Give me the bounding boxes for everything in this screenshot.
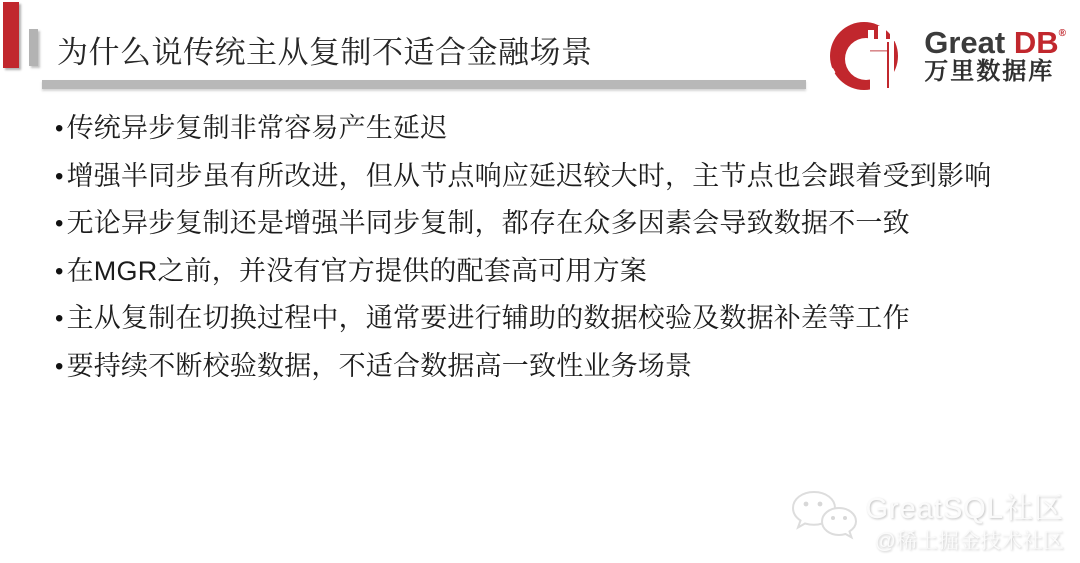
greatdb-logo — [818, 18, 1066, 94]
bullet-text: 传统异步复制非常容易产生延迟 — [66, 113, 448, 143]
title-accent-bar-gray — [29, 29, 38, 66]
bullet-dot: • — [55, 162, 64, 190]
page-title: 为什么说传统主从复制不适合金融场景 — [57, 35, 593, 70]
logo-great-text: Great — [924, 25, 1014, 60]
list-item — [55, 112, 1070, 145]
bullet-text: 要持续不断校验数据，不适合数据高一致性业务场景 — [66, 350, 693, 381]
bullet-text: 增强半同步虽有所改进，但从节点响应延迟较大时，主节点也会跟着受到影响 — [66, 160, 992, 191]
logo-db-text: DB — [1013, 25, 1059, 60]
bullet-dot: • — [55, 352, 64, 380]
list-item — [55, 255, 1070, 288]
community-watermark — [789, 486, 1064, 555]
bullet-dot: • — [55, 210, 64, 237]
bullet-dot: • — [55, 305, 64, 332]
list-item — [55, 160, 1070, 193]
greatdb-logo-text — [924, 27, 1066, 85]
greatdb-logo-name-en — [924, 27, 1066, 59]
list-item — [55, 302, 1070, 335]
watermark-text — [865, 486, 1064, 555]
greatdb-logo-name-cn: 万里数据库 — [924, 58, 1055, 85]
list-item — [55, 350, 1070, 383]
title-accent-bar-red — [3, 2, 19, 68]
watermark-attribution: @稀土掘金技术社区 — [874, 530, 1064, 553]
watermark-community-name: GreatSQL社区 — [865, 493, 1064, 525]
list-item — [55, 207, 1070, 240]
bullet-dot: • — [55, 257, 64, 285]
bullet-dot: • — [55, 115, 64, 142]
bullet-list — [55, 112, 1070, 397]
bullet-text: 在MGR之前，并没有官方提供的配套高可用方案 — [66, 255, 647, 286]
logo-registered-mark: ® — [1058, 28, 1066, 39]
bullet-text: 主从复制在切换过程中，通常要进行辅助的数据校验及数据补差等工作 — [66, 303, 910, 333]
title-divider — [42, 80, 806, 89]
wechat-icon — [789, 488, 861, 546]
bullet-text: 无论异步复制还是增强半同步复制，都存在众多因素会导致数据不一致 — [66, 208, 910, 238]
greatdb-logo-icon — [818, 18, 922, 94]
